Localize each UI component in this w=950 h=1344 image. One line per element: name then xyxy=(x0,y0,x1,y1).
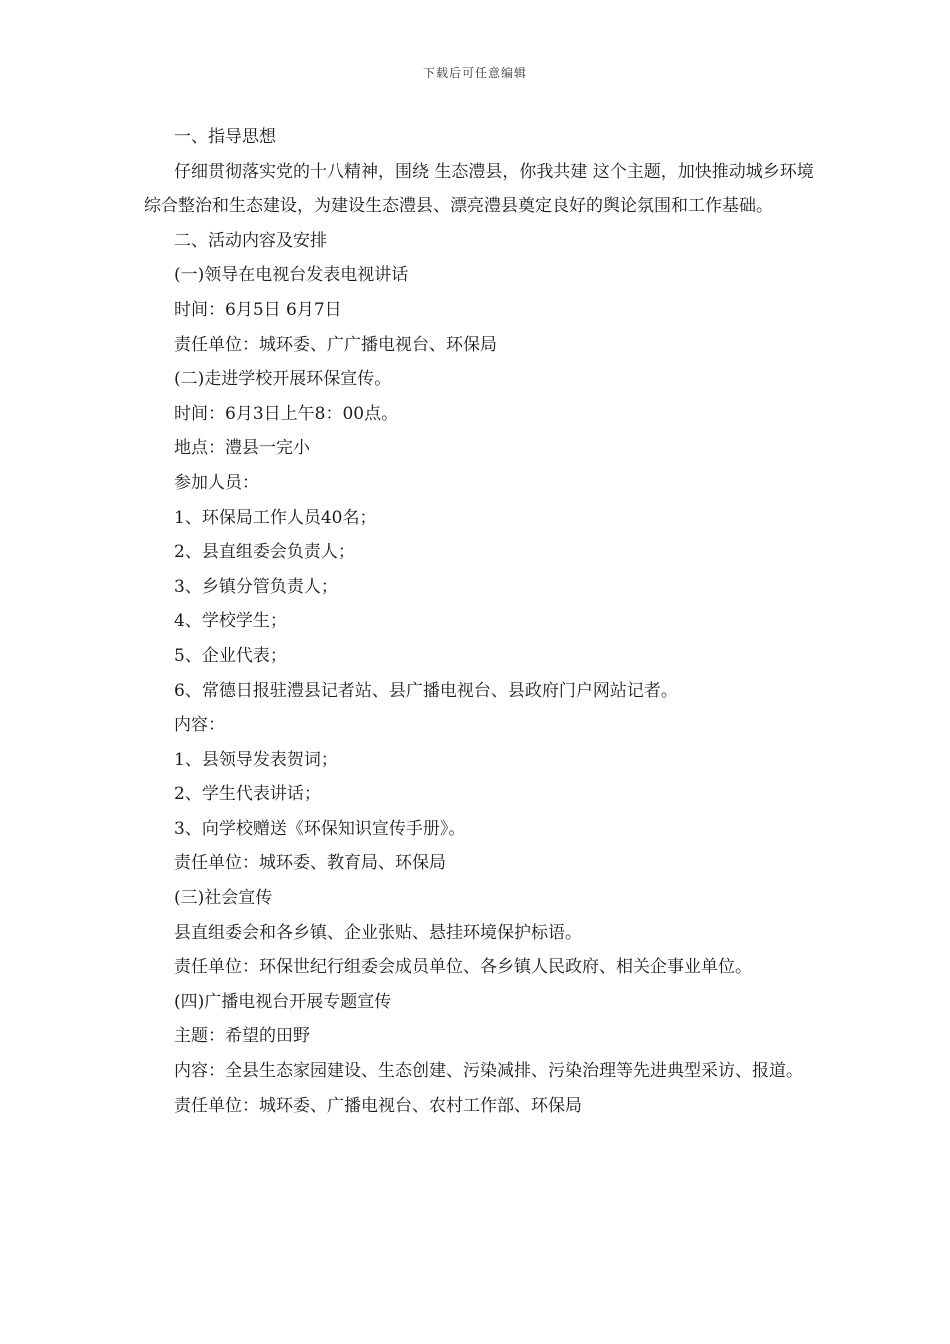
tv-speech-responsible-units: 责任单位：城环委、广广播电视台、环保局 xyxy=(174,334,497,355)
participant-item: 2、县直组委会负责人； xyxy=(174,542,355,563)
participant-item: 6、常德日报驻澧县记者站、县广播电视台、县政府门户网站记者。 xyxy=(174,680,678,701)
page-header-note: 下载后可任意编辑 xyxy=(422,66,527,80)
participant-item: 1、环保局工作人员40名； xyxy=(174,507,377,528)
guiding-ideology-text: 仔细贯彻落实党的十八精神，围绕 生态澧县，你我共建 这个主题，加快推动城乡环境综合整治和生态建设，为建设生态澧县、漂亮澧县奠定良好的舆论氛围和工作基础。 xyxy=(144,161,814,217)
school-campaign-time: 时间：6月3日上午8：00点。 xyxy=(174,403,399,424)
school-campaign-responsible-units: 责任单位：城环委、教育局、环保局 xyxy=(174,853,446,874)
document-body xyxy=(144,120,814,1123)
section-heading-guiding-ideology: 一、指导思想 xyxy=(174,127,276,147)
participant-item: 3、乡镇分管负责人； xyxy=(174,576,338,597)
subsection-heading-broadcast-feature: (四)广播电视台开展专题宣传 xyxy=(174,991,392,1012)
section-heading-activities: 二、活动内容及安排 xyxy=(174,230,327,251)
social-publicity-text: 县直组委会和各乡镇、企业张贴、悬挂环境保护标语。 xyxy=(174,922,582,943)
subsection-heading-tv-speech: (一)领导在电视台发表电视讲话 xyxy=(174,265,409,286)
participant-item: 5、企业代表； xyxy=(174,645,287,666)
broadcast-feature-content: 内容：全县生态家园建设、生态创建、污染减排、污染治理等先进典型采访、报道。 xyxy=(174,1061,803,1082)
content-item: 3、向学校赠送《环保知识宣传手册》。 xyxy=(174,818,466,839)
social-publicity-responsible-units: 责任单位：环保世纪行组委会成员单位、各乡镇人民政府、相关企事业单位。 xyxy=(174,957,752,978)
content-label: 内容： xyxy=(174,715,225,736)
subsection-heading-school-campaign: (二)走进学校开展环保宣传。 xyxy=(174,369,392,390)
broadcast-feature-responsible-units: 责任单位：城环委、广播电视台、农村工作部、环保局 xyxy=(174,1095,582,1116)
content-item: 2、学生代表讲话； xyxy=(174,784,321,805)
content-item: 1、县领导发表贺词； xyxy=(174,749,338,770)
participants-label: 参加人员： xyxy=(174,472,259,493)
subsection-heading-social-publicity: (三)社会宣传 xyxy=(174,888,273,909)
participant-item: 4、学校学生； xyxy=(174,611,287,632)
broadcast-feature-theme: 主题：希望的田野 xyxy=(174,1026,310,1047)
school-campaign-location: 地点：澧县一完小 xyxy=(174,438,310,459)
tv-speech-time: 时间：6月5日 6月7日 xyxy=(174,299,342,320)
